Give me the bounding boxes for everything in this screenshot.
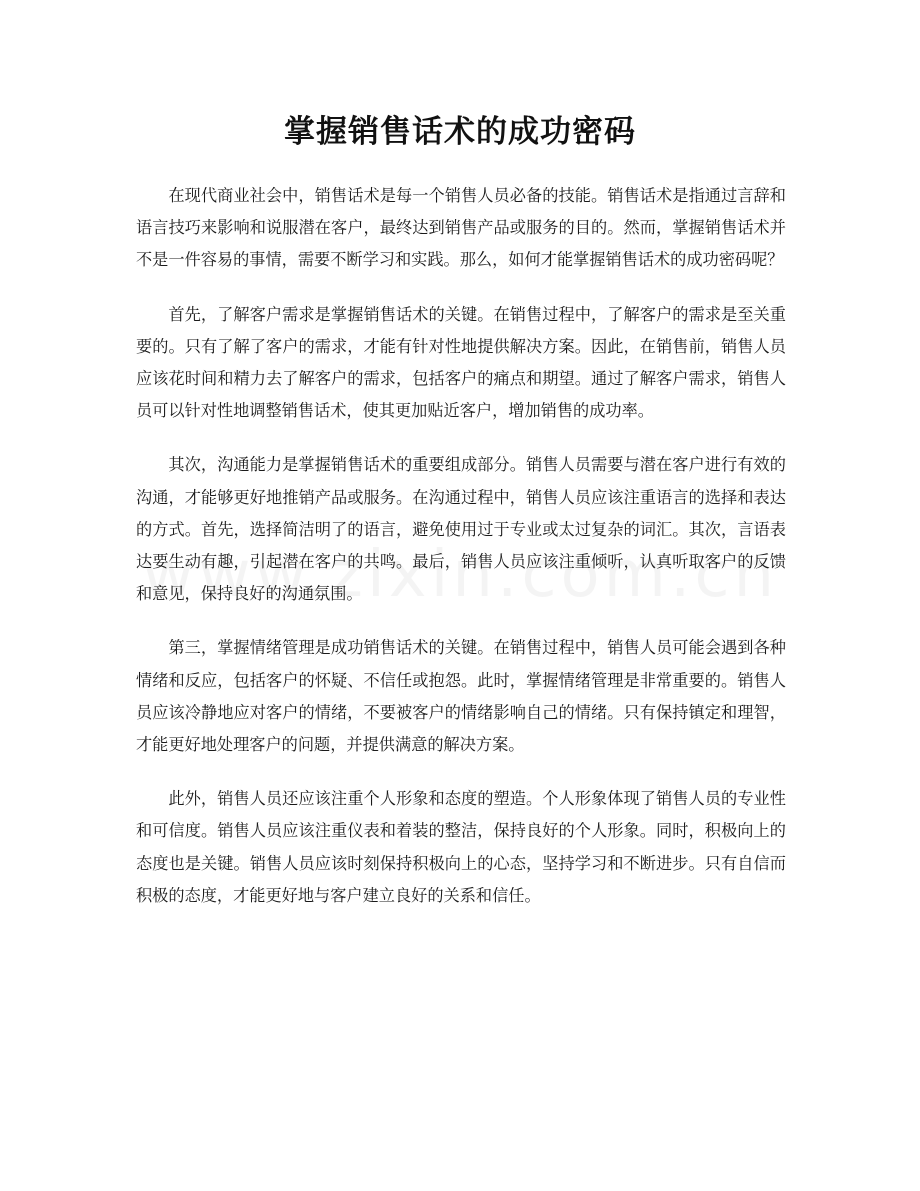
paragraph-image-attitude: 此外，销售人员还应该注重个人形象和态度的塑造。个人形象体现了销售人员的专业性和可信度。销售人员应该注重仪表和着装的整洁，保持良好的个人形象。同时，积极向上的态度也是关键。销售人员应该时刻保持积极向上的心态，坚持学习和不断进步。只有自信而积极的态度，才能更好地与客户建立良好的关系和信任。 xyxy=(136,789,786,905)
paragraph-customer-needs: 首先，了解客户需求是掌握销售话术的关键。在销售过程中，了解客户的需求是至关重要的。只有了解了客户的需求，才能有针对性地提供解决方案。因此，在销售前，销售人员应该花时间和精力去了解客户的需求，包括客户的痛点和期望。通过了解客户需求，销售人员可以针对性地调整销售话术，使其更加贴近客户，增加销售的成功率。 xyxy=(136,304,786,421)
paragraph-emotion-management: 第三，掌握情绪管理是成功销售话术的关键。在销售过程中，销售人员可能会遇到各种情绪和反应，包括客户的怀疑、不信任或抱怨。此时，掌握情绪管理是非常重要的。销售人员应该冷静地应对客户的情绪，不要被客户的情绪影响自己的情绪。只有保持镇定和理智，才能更好地处理客户的问题，并提供满意的解决方案。 xyxy=(136,638,786,755)
paragraph-communication: 其次，沟通能力是掌握销售话术的重要组成部分。销售人员需要与潜在客户进行有效的沟通，才能够更好地推销产品或服务。在沟通过程中，销售人员应该注重语言的选择和表达的方式。首先，选择简洁明了的语言，避免使用过于专业或太过复杂的词汇。其次，言语表达要生动有趣，引起潜在客户的共鸣。最后，销售人员应该注重倾听，认真听取客户的反馈和意见，保持良好的沟通氛围。 xyxy=(136,455,786,604)
document-title: 掌握销售话术的成功密码 xyxy=(284,114,636,150)
document-body xyxy=(136,180,786,934)
paragraph-intro: 在现代商业社会中，销售话术是每一个销售人员必备的技能。销售话术是指通过言辞和语言技巧来影响和说服潜在客户，最终达到销售产品或服务的目的。然而，掌握销售话术并不是一件容易的事情，需要不断学习和实践。那么，如何才能掌握销售话术的成功密码呢？ xyxy=(136,186,786,270)
